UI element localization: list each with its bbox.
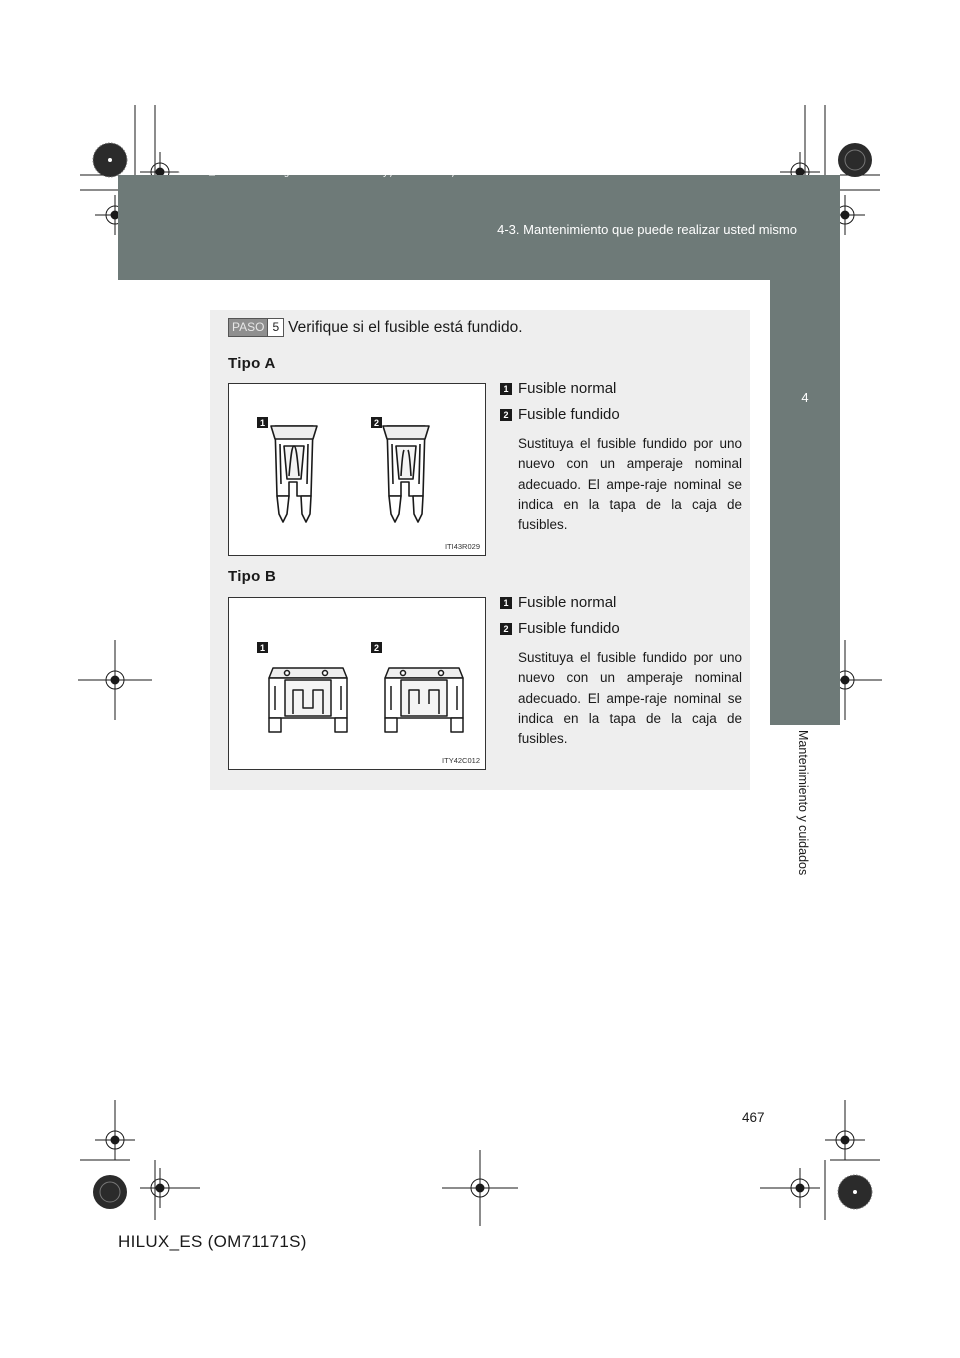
chapter-number: 4 [801,390,809,405]
crosshair-bottom-right-2 [760,1168,820,1208]
type-b-title: Tipo B [228,568,277,585]
chapter-label: Mantenimiento y cuidados [796,730,810,876]
crosshair-bottom-left-2 [140,1168,200,1208]
legend-label: Fusible normal [518,594,617,611]
fig-a-callout-1: 1 [259,418,266,428]
legend-number: 1 [500,383,512,395]
legend-number: 2 [500,409,512,421]
fig-a-callout-2: 2 [373,418,380,428]
type-b-figure-code: ITY42C012 [442,756,480,765]
legend-label: Fusible fundido [518,620,620,637]
type-a-legend-2 [500,406,620,423]
chapter-label-wrap [796,730,816,900]
type-b-legend-1 [500,594,616,611]
type-b-legend-2 [500,620,620,637]
document-code: HILUX_ES (OM71171S) [118,1232,307,1251]
fuse-b-illustration [229,598,485,769]
crosshair-bottom-center [442,1150,518,1226]
type-a-title: Tipo A [228,355,276,372]
step-text: Verifique si el fusible está fundido. [288,318,523,336]
type-a-figure [228,383,486,556]
section-title: 4-3. Mantenimiento que puede realizar usted mismo [497,222,797,237]
step-badge [228,318,284,337]
calibration-circle-bottom-left [93,1175,127,1209]
fig-b-callout-2: 2 [373,643,380,653]
chapter-tab [770,280,840,725]
step-heading [228,318,523,337]
calibration-circle-bottom-right [838,1175,872,1209]
type-b-figure [228,597,486,770]
crosshair-mid-left [78,640,152,720]
fuse-a-normal [271,426,317,522]
page-number: 467 [742,1110,765,1125]
fuse-a-illustration [229,384,485,555]
type-a-legend-1 [500,380,616,397]
fuse-a-blown [383,426,429,522]
legend-number: 1 [500,597,512,609]
step-word: PASO [229,319,267,336]
type-a-description: Sustituya el fusible fundido por uno nuevo con un amperaje nominal adecuado. El ampe-raje nominal se indica en la tapa de la caja de fusibles. [518,436,742,533]
calibration-circle-top-left [93,143,127,177]
type-a-figure-code: ITI43R029 [444,542,480,551]
book-stamp: HILUX_ES.book Page 467 Wednesday, March 23, 2011 4:15 PM [178,168,544,179]
legend-label: Fusible normal [518,380,617,397]
calibration-circle-top-right [838,143,872,177]
legend-label: Fusible fundido [518,406,620,423]
step-number: 5 [267,319,283,336]
legend-number: 2 [500,623,512,635]
fuse-b-blown [385,668,463,732]
fig-b-callout-1: 1 [259,643,266,653]
type-b-description: Sustituya el fusible fundido por uno nuevo con un amperaje nominal adecuado. El ampe-raje nominal se indica en la tapa de la caja de fusibles. [518,650,742,747]
fuse-b-normal [269,668,347,732]
